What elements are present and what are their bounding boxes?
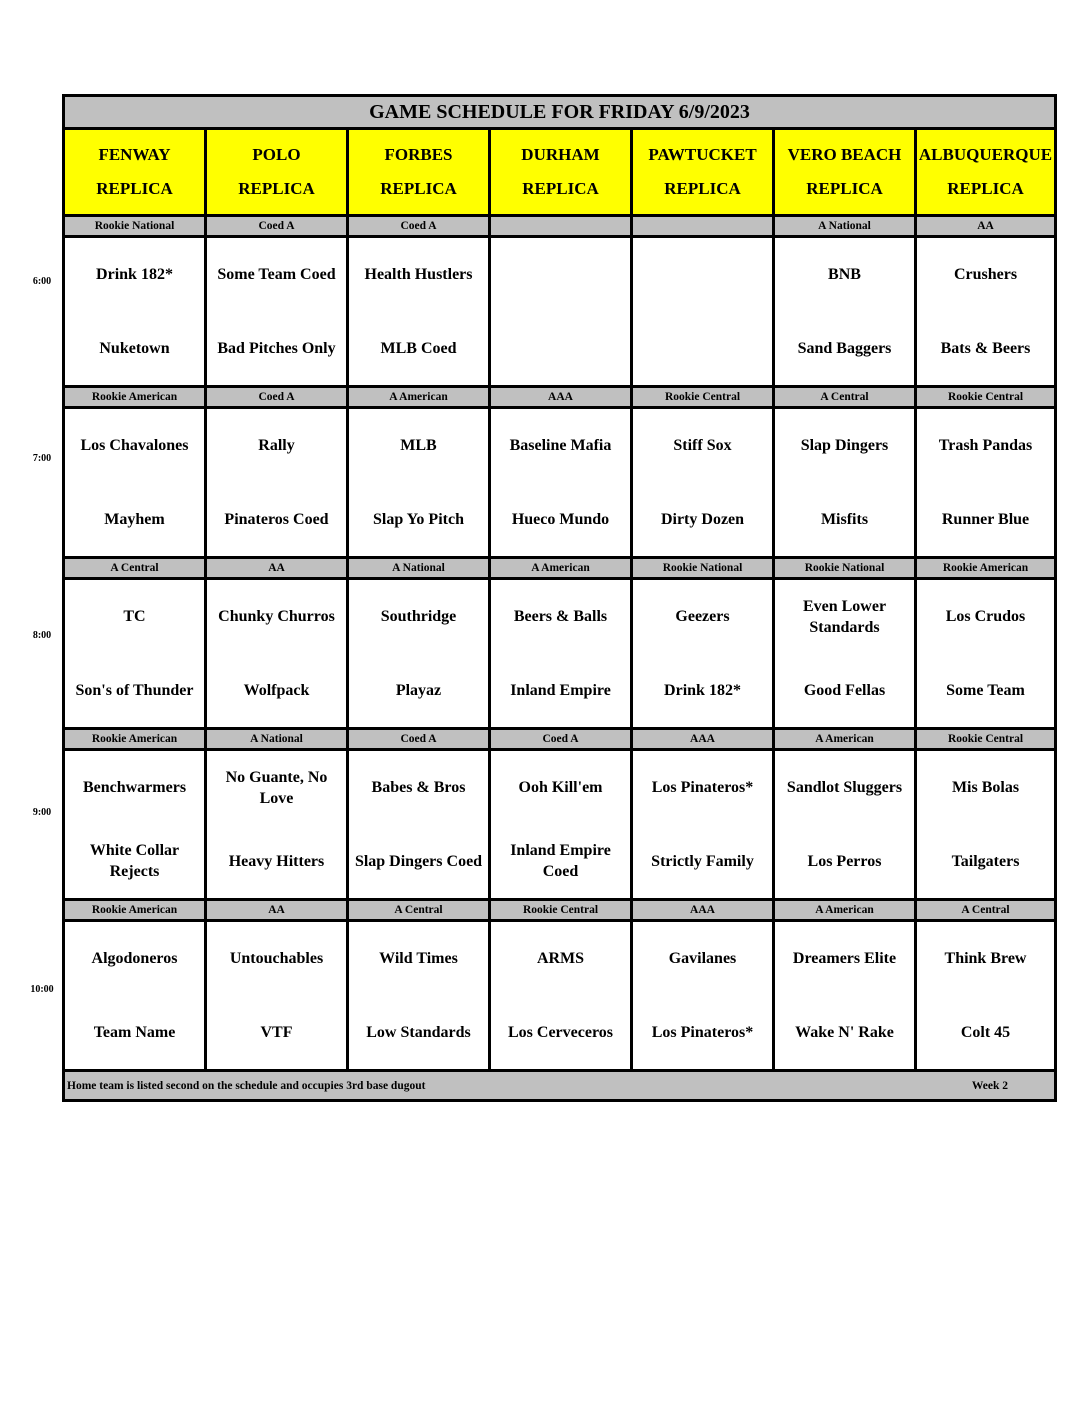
game-cell (491, 922, 633, 1072)
away-team: Geezers (675, 608, 730, 626)
division-label: Rookie American (917, 559, 1054, 580)
away-team: Think Brew (944, 950, 1027, 968)
division-label: A American (349, 388, 491, 409)
game-cell (775, 751, 917, 901)
home-team: Good Fellas (803, 681, 886, 699)
time-slots (65, 217, 1054, 1072)
home-team: Mayhem (104, 510, 165, 528)
time-label: 7:00 (32, 453, 52, 464)
division-label: Coed A (207, 217, 349, 238)
division-row (65, 559, 1054, 580)
division-label: Rookie Central (917, 730, 1054, 751)
home-team: Los Pinateros* (651, 1023, 754, 1041)
game-cell (65, 922, 207, 1072)
game-cell (775, 580, 917, 730)
division-label: AA (207, 559, 349, 580)
division-label: A American (775, 901, 917, 922)
game-cell (65, 409, 207, 559)
home-team: Wolfpack (243, 681, 310, 699)
division-label: Rookie American (65, 901, 207, 922)
game-cell (633, 580, 775, 730)
division-label: Rookie American (65, 388, 207, 409)
division-label: Coed A (349, 217, 491, 238)
field-header-row (65, 130, 1054, 217)
schedule-table (62, 94, 1057, 1102)
home-team (633, 312, 772, 386)
away-team: TC (123, 608, 146, 626)
away-team: Beers & Balls (513, 608, 608, 626)
home-team: Los Cerveceros (508, 1023, 613, 1041)
game-cell (491, 580, 633, 730)
division-label: A American (775, 730, 917, 751)
field-name: ALBUQUERQUE (918, 145, 1053, 164)
division-label: A Central (917, 901, 1054, 922)
field-subtitle: REPLICA (380, 179, 457, 198)
away-team: Health Hustlers (364, 266, 473, 284)
away-team: Los Pinateros* (651, 779, 754, 797)
away-team: ARMS (536, 950, 585, 968)
away-team: Babes & Bros (371, 779, 466, 797)
away-team: Sandlot Sluggers (786, 779, 903, 797)
field-header-albuquerque (917, 130, 1054, 217)
division-row (65, 388, 1054, 409)
division-label: AA (917, 217, 1054, 238)
game-row (65, 922, 1054, 1072)
division-label: Rookie American (65, 730, 207, 751)
away-team: Los Crudos (945, 608, 1026, 626)
division-label: A National (775, 217, 917, 238)
game-cell (775, 922, 917, 1072)
away-team (633, 238, 772, 312)
home-team: Dirty Dozen (660, 510, 745, 528)
away-team: Drink 182* (96, 266, 173, 284)
footer-bar (65, 1072, 1054, 1099)
home-team: Team Name (93, 1023, 176, 1041)
division-label: A National (349, 559, 491, 580)
home-team: Some Team (946, 681, 1025, 699)
game-cell (207, 580, 349, 730)
field-header-fenway (65, 130, 207, 217)
away-team: BNB (828, 266, 861, 284)
field-subtitle: REPLICA (522, 179, 599, 198)
home-team: VTF (260, 1023, 293, 1041)
schedule-title: GAME SCHEDULE FOR FRIDAY 6/9/2023 (65, 97, 1054, 130)
away-team: No Guante, No Love (225, 768, 328, 807)
game-cell (349, 580, 491, 730)
division-label: AAA (633, 901, 775, 922)
field-subtitle: REPLICA (806, 179, 883, 198)
field-name: PAWTUCKET (648, 145, 757, 164)
home-team: Son's of Thunder (75, 681, 194, 699)
home-team: Los Perros (807, 852, 882, 870)
away-team: Crushers (953, 266, 1018, 284)
field-name: DURHAM (521, 145, 600, 164)
home-team (491, 312, 630, 386)
away-team: Stiff Sox (673, 437, 732, 455)
game-cell (633, 751, 775, 901)
game-cell (349, 751, 491, 901)
away-team: Southridge (380, 608, 457, 626)
home-team: Misfits (820, 510, 869, 528)
home-team: Low Standards (366, 1023, 471, 1041)
away-team: Dreamers Elite (792, 950, 897, 968)
field-header-pawtucket (633, 130, 775, 217)
game-cell (917, 922, 1054, 1072)
field-name: FORBES (384, 145, 453, 164)
game-cell (349, 922, 491, 1072)
away-team: Benchwarmers (82, 779, 187, 797)
away-team: Trash Pandas (938, 437, 1033, 455)
home-team: MLB Coed (380, 339, 457, 357)
game-cell (633, 922, 775, 1072)
division-label: Coed A (207, 388, 349, 409)
away-team: Rally (258, 437, 295, 455)
home-team: Slap Yo Pitch (373, 510, 464, 528)
division-label: A American (491, 559, 633, 580)
away-team: Some Team Coed (217, 266, 336, 284)
division-label: Coed A (349, 730, 491, 751)
home-team: Colt 45 (960, 1023, 1011, 1041)
footer-note: Home team is listed second on the schedule and occupies 3rd base dugout (67, 1079, 426, 1092)
home-team: Sand Baggers (797, 339, 892, 357)
home-team: Pinateros Coed (224, 510, 329, 528)
division-label: AA (207, 901, 349, 922)
game-cell (775, 409, 917, 559)
home-team: Playaz (395, 681, 442, 699)
game-cell (917, 580, 1054, 730)
division-label: A Central (349, 901, 491, 922)
away-team: Gavilanes (668, 950, 737, 968)
home-team: Slap Dingers Coed (354, 852, 483, 870)
home-team: Wake N' Rake (795, 1023, 894, 1041)
division-label: Rookie National (775, 559, 917, 580)
division-label: AAA (491, 388, 633, 409)
game-cell (491, 751, 633, 901)
game-row (65, 238, 1054, 388)
away-team: Baseline Mafia (509, 437, 612, 455)
time-label: 10:00 (30, 984, 54, 995)
home-team: Tailgaters (951, 852, 1020, 870)
game-cell (917, 238, 1054, 388)
home-team: Runner Blue (941, 510, 1030, 528)
week-label: Week 2 (971, 1079, 1008, 1092)
game-cell (65, 238, 207, 388)
home-team: Nuketown (99, 339, 170, 357)
division-label: AAA (633, 730, 775, 751)
game-cell (775, 238, 917, 388)
time-label: 8:00 (32, 630, 52, 641)
game-row (65, 580, 1054, 730)
home-team: Inland Empire (510, 681, 611, 699)
field-name: VERO BEACH (787, 145, 902, 164)
away-team: Mis Bolas (951, 779, 1020, 797)
game-cell (633, 238, 775, 388)
game-cell (349, 409, 491, 559)
game-cell (917, 409, 1054, 559)
home-team: White Collar Rejects (89, 842, 180, 881)
field-subtitle: REPLICA (664, 179, 741, 198)
home-team: Hueco Mundo (511, 510, 610, 528)
game-cell (207, 238, 349, 388)
game-cell (207, 409, 349, 559)
division-label: A Central (65, 559, 207, 580)
division-row (65, 730, 1054, 751)
away-team: Ooh Kill'em (518, 779, 603, 797)
time-label: 6:00 (32, 276, 52, 287)
field-subtitle: REPLICA (947, 179, 1024, 198)
division-label (491, 217, 633, 238)
time-label: 9:00 (32, 807, 52, 818)
home-team: Bats & Beers (940, 339, 1031, 357)
game-cell (491, 238, 633, 388)
division-label: Rookie Central (633, 388, 775, 409)
field-header-polo (207, 130, 349, 217)
game-cell (349, 238, 491, 388)
game-cell (65, 751, 207, 901)
home-team: Strictly Family (651, 852, 754, 870)
division-label: Rookie National (633, 559, 775, 580)
field-name: FENWAY (98, 145, 171, 164)
game-cell (917, 751, 1054, 901)
game-cell (207, 751, 349, 901)
away-team (491, 238, 630, 312)
home-team: Drink 182* (664, 681, 741, 699)
away-team: Slap Dingers (800, 437, 889, 455)
away-team: Chunky Churros (218, 608, 335, 626)
game-cell (65, 580, 207, 730)
field-header-vero-beach (775, 130, 917, 217)
away-team: Algodoneros (91, 950, 178, 968)
division-row (65, 901, 1054, 922)
division-label: Coed A (491, 730, 633, 751)
away-team: Untouchables (229, 950, 324, 968)
away-team: Los Chavalones (80, 437, 189, 455)
division-label: Rookie Central (917, 388, 1054, 409)
field-header-durham (491, 130, 633, 217)
field-subtitle: REPLICA (96, 179, 173, 198)
game-cell (633, 409, 775, 559)
game-cell (491, 409, 633, 559)
away-team: MLB (400, 437, 437, 455)
away-team: Wild Times (379, 950, 458, 968)
division-label: Rookie Central (491, 901, 633, 922)
game-row (65, 409, 1054, 559)
home-team: Heavy Hitters (228, 852, 325, 870)
division-label: A Central (775, 388, 917, 409)
home-team: Bad Pitches Only (217, 339, 336, 357)
division-row (65, 217, 1054, 238)
away-team: Even Lower Standards (802, 597, 887, 636)
division-label: Rookie National (65, 217, 207, 238)
game-row (65, 751, 1054, 901)
field-name: POLO (252, 145, 301, 164)
game-cell (207, 922, 349, 1072)
field-subtitle: REPLICA (238, 179, 315, 198)
division-label: A National (207, 730, 349, 751)
home-team: Inland Empire Coed (510, 842, 611, 881)
field-header-forbes (349, 130, 491, 217)
division-label (633, 217, 775, 238)
